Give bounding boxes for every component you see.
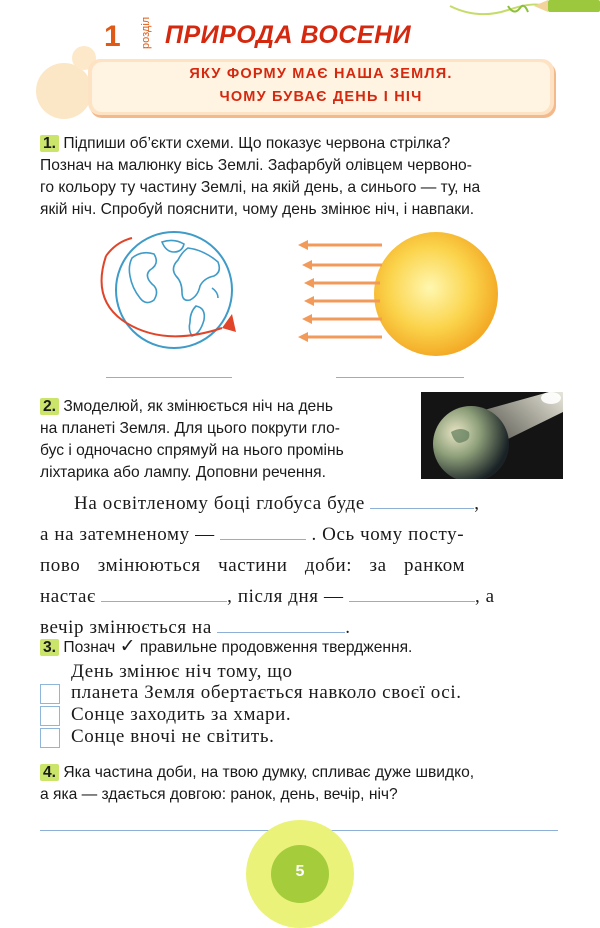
- fill-text: , після дня —: [227, 586, 344, 607]
- task2-number: 2.: [40, 398, 59, 415]
- subtitle-line2: ЧОМУ БУВАЄ ДЕНЬ І НІЧ: [219, 89, 423, 105]
- task4-line: Яка частина доби, на твою думку, спливає дуже швидко,: [63, 764, 475, 781]
- task2-text: [40, 396, 400, 484]
- option-label: Сонце вночі не світить.: [71, 726, 275, 747]
- task4-text: [40, 762, 570, 806]
- task2-line: на планеті Земля. Для цього покрути гло-: [40, 420, 340, 437]
- fill-text: а на затемненому —: [40, 524, 215, 545]
- option-checkbox[interactable]: [40, 728, 60, 748]
- task2-line: бус і одночасно спрямуй на нього промінь: [40, 442, 344, 459]
- option-label: Сонце заходить за хмари.: [71, 704, 292, 725]
- task2-fill-block: [40, 490, 560, 642]
- subtitle-line1: ЯКУ ФОРМУ МАЄ НАША ЗЕМЛЯ.: [189, 66, 453, 82]
- option-checkbox[interactable]: [40, 706, 60, 726]
- task1-line: го кольору ту частину Землі, на якій день, а синього — ту, на: [40, 179, 481, 196]
- fill-blank-after-evening[interactable]: [217, 632, 345, 633]
- task3-statement: День змінює ніч тому, що: [71, 661, 293, 682]
- task3-number: 3.: [40, 639, 59, 656]
- check-mark-icon: ✓: [119, 636, 136, 657]
- fill-text: вечір змінюється на: [40, 617, 212, 638]
- task3-instruction: [40, 636, 570, 659]
- task1-line: якій ніч. Спробуй пояснити, чому день змінює ніч, і навпаки.: [40, 201, 475, 218]
- task3-text-after: правильне продовження твердження.: [139, 639, 413, 656]
- fill-text: пово змінюються частини доби: за ранком: [40, 555, 466, 576]
- fill-blank-after-morning[interactable]: [101, 601, 227, 602]
- corner-decoration: [448, 0, 600, 26]
- chapter-number: 1: [104, 20, 121, 53]
- task1-line: Підпиши об’єкти схеми. Що показує червона стрілка?: [63, 135, 451, 152]
- fill-blank-dark-side[interactable]: [220, 539, 306, 540]
- task4-number: 4.: [40, 764, 59, 781]
- fill-text: На освітленому боці глобуса буде: [74, 493, 365, 514]
- chapter-title: ПРИРОДА ВОСЕНИ: [165, 21, 412, 49]
- fill-blank-lit-side[interactable]: [370, 508, 474, 509]
- earth-illustration: [92, 228, 252, 358]
- task1-text: [40, 133, 570, 221]
- task2-line: Змоделюй, як змінюється ніч на день: [63, 398, 333, 415]
- task1-line: Познач на малюнку вісь Землі. Зафарбуй олівцем червоно-: [40, 157, 472, 174]
- page-number: 5: [271, 845, 329, 903]
- task3-text-before: Познач: [63, 639, 116, 656]
- sun-illustration: [298, 232, 504, 360]
- decor-circle-large: [36, 63, 92, 119]
- fill-text: , а: [474, 586, 495, 607]
- label-line-sun[interactable]: [336, 377, 464, 378]
- option-label: планета Земля обертається навколо своєї осі.: [71, 682, 462, 703]
- option-checkbox[interactable]: [40, 684, 60, 704]
- fill-text: .: [345, 617, 351, 638]
- chapter-word: розділ: [140, 16, 152, 49]
- fill-text: ,: [474, 493, 480, 514]
- task2-line: ліхтарика або лампу. Доповни речення.: [40, 464, 326, 481]
- globe-photo: [421, 392, 563, 479]
- fill-text: настає: [40, 586, 96, 607]
- fill-blank-after-day[interactable]: [349, 601, 475, 602]
- task1-number: 1.: [40, 135, 59, 152]
- task4-line: а яка — здається довгою: ранок, день, вечір, ніч?: [40, 786, 398, 803]
- fill-text: . Ось чому посту-: [311, 524, 465, 545]
- label-line-earth[interactable]: [106, 377, 232, 378]
